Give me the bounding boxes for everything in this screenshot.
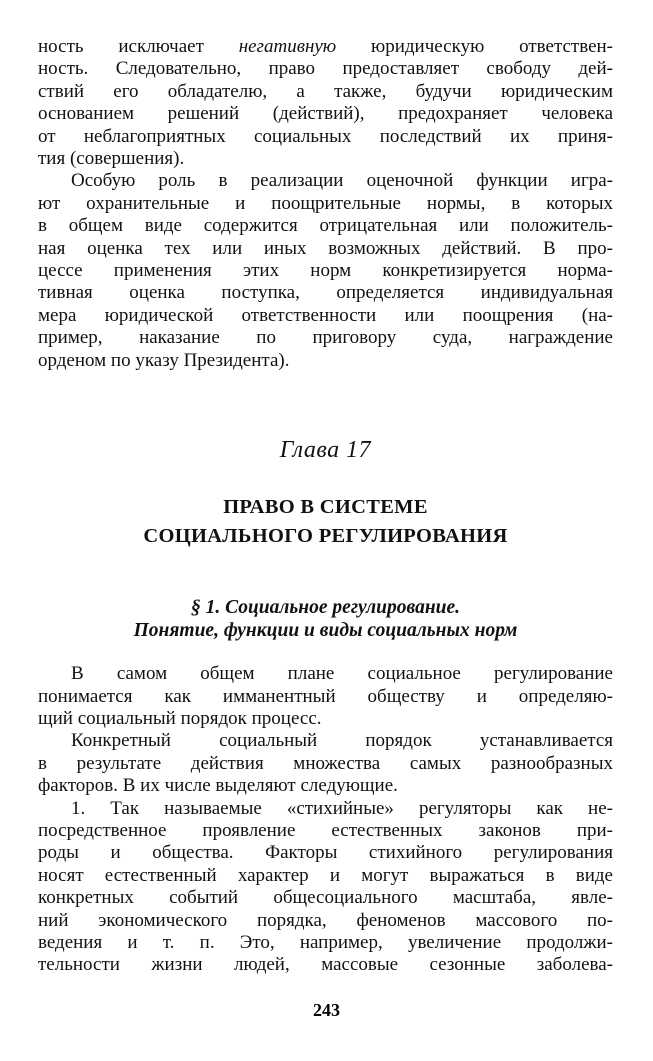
text-line: понимается как имманентный обществу и определяю- [38,685,613,707]
text-line: тивная оценка поступка, определяется индивидуальная [38,282,613,304]
chapter-title-line: ПРАВО В СИСТЕМЕ [223,496,428,519]
text-line: ная оценка тех или иных возможных действий. В про- [38,237,613,259]
text-line: в общем виде содержится отрицательная или положитель- [38,215,613,237]
text-line: Особую роль в реализации оценочной функции игра- [71,170,613,192]
section-heading-line: Понятие, функции и виды социальных норм [133,620,518,642]
paragraph [38,798,613,977]
text-line: ность исключает негативную юридическую ответствен- [38,36,613,57]
text-line: роды и общества. Факторы стихийного регулирования [38,842,613,864]
page-number: 243 [313,1000,340,1020]
text-line: ведения и т. п. Это, например, увеличение продолжи- [38,931,613,953]
text-line: основанием решений (действий), предохраняет человека [38,103,613,125]
text-line: ний экономического порядка, феноменов массового по- [38,909,613,931]
text-line: от неблагоприятных социальных последствий их приня- [38,125,613,147]
text-line: носят естественный характер и могут выражаться в виде [38,864,613,886]
paragraph-continuation [38,36,613,170]
text-line: мера юридической ответственности или поощрения (на- [38,304,613,326]
text-line: 1. Так называемые «стихийные» регуляторы как не- [71,797,613,819]
text-line: В самом общем плане социальное регулирование [71,663,613,685]
text-line: конкретных событий общесоциального масштаба, явле- [38,887,613,909]
text-line: факторов. В их числе выделяют следующие. [38,775,398,797]
text-line: посредственное проявление естественных законов при- [38,819,613,841]
text-line: ют охранительные и поощрительные нормы, в которых [38,192,613,214]
italic-emphasis: негативную [238,36,337,57]
text-line: цессе применения этих норм конкретизируется норма- [38,260,613,282]
chapter-title [38,493,613,551]
section-heading-line: § 1. Социальное регулирование. [190,597,461,619]
page-content [38,36,613,977]
text-line: тия (совершения). [38,148,185,170]
paragraph [38,663,613,730]
section-heading [38,596,613,642]
text-line: пример, наказание по приговору суда, награждение [38,327,613,349]
text-line: в результате действия множества самых разнообразных [38,752,613,774]
text-line: ность. Следовательно, право предоставляет свободу дей- [38,58,613,80]
text-line: орденом по указу Президента). [38,349,290,371]
text-line: Конкретный социальный порядок устанавливается [71,730,613,752]
paragraph [38,170,613,372]
chapter-title-line: СОЦИАЛЬНОГО РЕГУЛИРОВАНИЯ [143,525,508,548]
paragraph [38,730,613,797]
text-line: тельности жизни людей, массовые сезонные заболева- [38,954,613,976]
chapter-label: Глава 17 [279,437,372,464]
text-line: щий социальный порядок процесс. [38,707,322,729]
text-line: ствий его обладателю, а также, будучи юридическим [38,80,613,102]
